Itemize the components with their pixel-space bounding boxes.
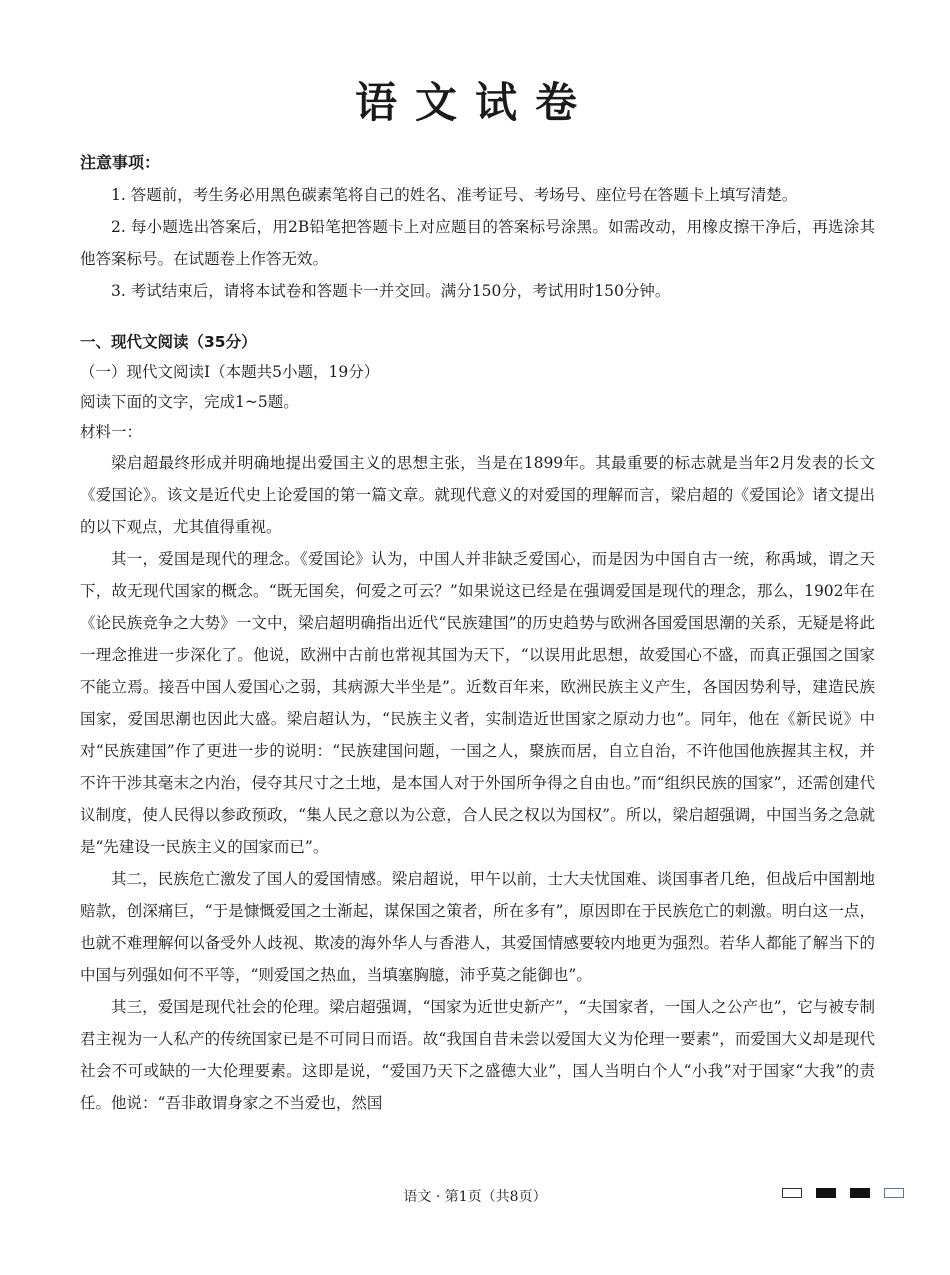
passage-paragraph: 其一，爱国是现代的理念。《爱国论》认为，中国人并非缺乏爱国心，而是因为中国自古一统，称禹域，谓之天下，故无现代国家的概念。“既无国矣，何爱之可云？”如果说这已经是在强调爱国是现代的理念，那么，1902年在《论民族竞争之大势》一文中，梁启超明确指出近代“民族建国”的历史趋势与欧洲各国爱国思潮的关系，无疑是将此一理念推进一步深化了。他说，欧洲中古前也常视其国为天下，“以误用此思想，故爱国心不盛，而真正强国之国家不能立焉。接吾中国人爱国心之弱，其病源大半坐是”。近数百年来，欧洲民族主义产生，各国因势利导，建造民族国家，爱国思潮也因此大盛。梁启超认为，“民族主义者，实制造近世国家之原动力也”。同年，他在《新民说》中对“民族建国”作了更进一步的说明：“民族建国问题，一国之人，聚族而居，自立自治，不许他国他族握其主权，并不许干涉其毫末之内治，侵夺其尺寸之土地，是本国人对于外国所争得之自由也。”而“组织民族的国家”，还需创建代议制度，使人民得以参政预政，“集人民之意以为公意，合人民之权以为国权”。所以，梁启超强调，中国当务之急就是“先建设一民族主义的国家而已”。: [80, 550, 875, 856]
outline-mark-icon: [884, 1188, 904, 1198]
notice-item: 1. 答题前，考生务必用黑色碳素笔将自己的姓名、准考证号、考场号、座位号在答题卡上填写清楚。: [111, 186, 798, 204]
exam-title: 语文试卷: [354, 78, 595, 127]
spacer: [80, 307, 875, 327]
filled-mark-icon: [816, 1188, 836, 1198]
passage-paragraph: 梁启超最终形成并明确地提出爱国主义的思想主张，当是在1899年。其最重要的标志就是当年2月发表的长文《爱国论》。该文是近代史上论爱国的第一篇文章。就现代意义的对爱国的理解而言，梁启超的《爱国论》诸文提出的以下观点，尤其值得重视。: [80, 454, 875, 536]
page-content: [80, 150, 875, 1119]
outline-mark-icon: [782, 1188, 802, 1198]
passage-paragraph: 其二，民族危亡激发了国人的爱国情感。梁启超说，甲午以前，士大夫忧国难、谈国事者几绝，但战后中国割地赔款，创深痛巨，“于是慷慨爱国之士渐起，谋保国之策者，所在多有”，原因即在于民族危亡的刺激。明白这一点，也就不难理解何以备受外人歧视、欺凌的海外华人与香港人，其爱国情感要较内地更为强烈。若华人都能了解当下的中国与列强如何不平等，“则爱国之热血，当填塞胸臆，沛乎莫之能御也”。: [80, 870, 875, 984]
notice-label: 注意事项：: [80, 153, 161, 172]
passage-paragraph: 其三，爱国是现代社会的伦理。梁启超强调，“国家为近世史新产”，“夫国家者，一国人之公产也”，它与被专制君主视为一人私产的传统国家已是不可同日而语。故“我国自昔未尝以爱国大义为伦理一要素”，而爱国大义却是现代社会不可或缺的一大伦理要素。这即是说，“爱国乃天下之盛德大业”，国人当明白个人“小我”对于国家“大我”的责任。他说：“吾非敢谓身家之不当爱也，然国: [80, 998, 875, 1112]
section-subheading: （一）现代文阅读Ⅰ（本题共5小题，19分）: [80, 363, 380, 381]
notice-item: 3. 考试结束后，请将本试卷和答题卡一并交回。满分150分，考试用时150分钟。: [111, 282, 671, 300]
filled-mark-icon: [850, 1188, 870, 1198]
reading-instruction: 阅读下面的文字，完成1~5题。: [80, 393, 299, 411]
scan-marks: [782, 1188, 904, 1198]
material-label: 材料一：: [80, 423, 143, 441]
notice-item: 2. 每小题选出答案后，用2B铅笔把答题卡上对应题目的答案标号涂黑。如需改动，用橡皮擦干净后，再选涂其他答案标号。在试题卷上作答无效。: [80, 218, 875, 268]
section-heading: 一、现代文阅读（35分）: [80, 333, 257, 351]
page-footer: 语文 · 第1页（共8页）: [403, 1189, 547, 1205]
